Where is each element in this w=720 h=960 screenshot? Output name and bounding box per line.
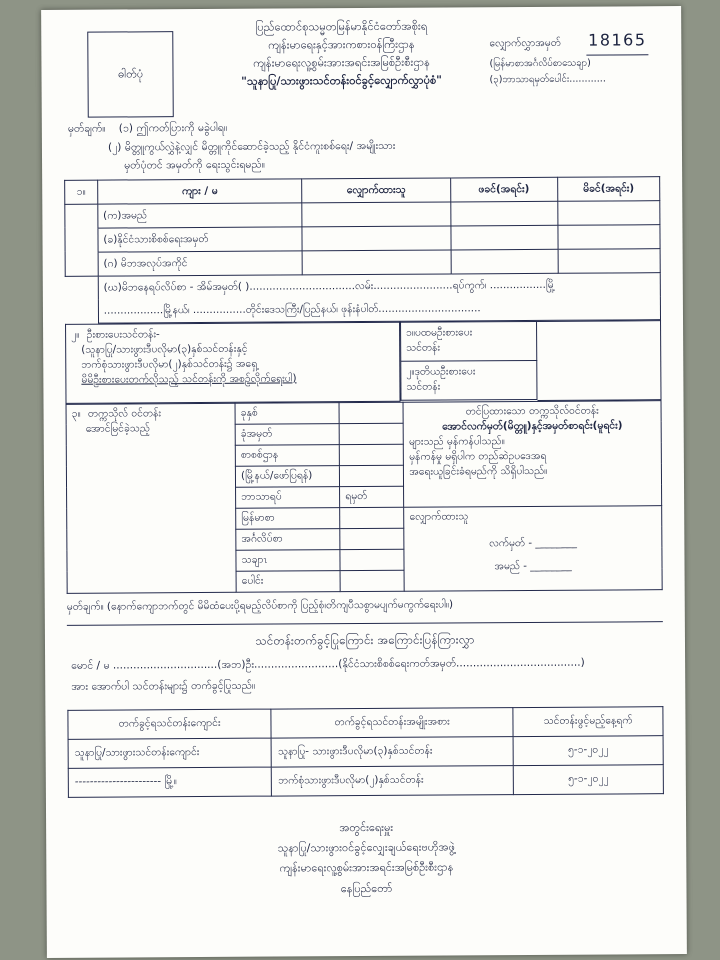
cell-name-father[interactable] <box>450 201 557 226</box>
col-applicant: လျှောက်ထားသူ <box>302 178 450 203</box>
heading-line-3: ကျန်းမာရေးလူ့စွမ်းအားအရင်းအမြစ်ဦးစီးဌာန <box>253 55 430 70</box>
section-divider <box>67 621 663 626</box>
row-label-roll-no: ခုံအမှတ် <box>235 423 339 445</box>
name-line[interactable]: အမည် - ________ <box>494 559 572 572</box>
preference-2-label[interactable] <box>401 361 538 401</box>
note-label: မှတ်ချက်။ <box>67 122 106 135</box>
personal-details-table <box>64 176 661 324</box>
address-line-1[interactable]: (ဃ)မိဘနေရပ်လိပ်စာ - အိမ်အမှတ်( )................................လမ်း........................ရပ်ကွက်၊ .................မြို့ <box>98 272 660 299</box>
note-item-2-line-1: (၂) မိတ္တူကွယ်လွှဲနဲ့လျှင် မိတ္တူကိုင်ဆောင်ခဲ့သည့် နိုင်ငံကူးစစ်ရေး/ အမျိုးသား <box>107 139 396 154</box>
cell-maths-marks[interactable] <box>340 549 404 570</box>
cell-township-value[interactable] <box>340 465 404 486</box>
declaration-line-1: တင်ပြထားသော တက္ကသိုလ်ဝင်တန်း <box>465 404 599 417</box>
row-label-nrc: (ခ)နိုင်ငံသားစိစစ်ရေးအမှတ် <box>98 226 303 251</box>
col-mother: မိခင်(အရင်း) <box>557 176 659 201</box>
cell-nrc-mother[interactable] <box>558 224 660 249</box>
cell-total-marks[interactable] <box>340 570 404 591</box>
spacer-cell <box>65 299 98 323</box>
address-row-2 <box>65 296 660 323</box>
signature-line-1: အတွင်းရေးမှူး <box>339 820 394 834</box>
reply-line-2: အား အောက်ပါ သင်တန်းများ၌ တက်ခွင့်ပြုသည်။ <box>71 679 256 693</box>
declaration-line-2: အောင်လက်မှတ်(မိတ္တူ)နှင့်အမှတ်စာရင်း(မူရင်း) <box>442 419 623 433</box>
col-school: တက်ခွင့်ရသင်တန်းကျောင်း <box>68 709 271 739</box>
cell-name-mother[interactable] <box>558 200 660 225</box>
spacer-cell <box>65 204 98 228</box>
section-3-subtitle: အောင်မြင်ခဲ့သည့် <box>85 421 150 435</box>
reply-section-title: သင်တန်းတက်ခွင့်ပြုကြောင်း အကြောင်းပြန်ကြားလွှာ <box>255 631 475 648</box>
preference-blank-column[interactable] <box>537 320 661 400</box>
table-row <box>65 248 660 276</box>
ministry-heading <box>191 17 491 91</box>
course-preference-table <box>65 320 661 404</box>
cell-occupation-mother[interactable] <box>558 248 660 273</box>
cell-occupation-applicant[interactable] <box>303 250 451 275</box>
cell-english-marks[interactable] <box>340 528 404 549</box>
cell-date-1[interactable]: ၅-၁-၂၀၂၂ <box>513 735 663 765</box>
heading-line-2: ကျန်းမာရေးနှင့်အားကစားဝန်ကြီးဌာန <box>268 37 415 52</box>
table-row <box>65 224 660 252</box>
row-label-myanmar: မြန်မာစာ <box>236 507 340 529</box>
preference-2-row <box>401 361 538 401</box>
declaration-line-5: အရေးယူခြင်းခံရမည်ကို သိရှိပါသည်။ <box>409 464 548 478</box>
row-label-total: ပေါင်း <box>236 570 340 592</box>
app-no-value: 18165 <box>586 26 649 56</box>
table-row <box>66 400 661 425</box>
declaration-block <box>403 400 661 507</box>
spacer-cell <box>65 228 98 252</box>
cell-nrc-father[interactable] <box>450 225 557 250</box>
cell-course-2[interactable]: ဘက်စုံသားဖွားဒီပလိုမာ(၂)နှစ်သင်တန်း <box>272 765 514 795</box>
row-label-township: (မြို့နယ်/ဖော်ပြရန်) <box>235 465 339 487</box>
row-label-subject: ဘာသာရပ် <box>236 486 340 508</box>
top-notes <box>68 116 666 175</box>
signature-line[interactable]: လက်မှတ် - ________ <box>489 536 577 549</box>
table-row <box>65 200 660 228</box>
cell-date-2[interactable]: ၅-၁-၂၀၂၂ <box>513 764 663 794</box>
spacer-cell <box>65 252 98 276</box>
section-3-left-label <box>66 403 236 593</box>
section-3-number: ၃။ <box>71 407 81 420</box>
authority-signature-block <box>46 816 686 901</box>
application-number-block <box>489 26 669 89</box>
cell-nrc-applicant[interactable] <box>302 226 450 251</box>
section-2-number: ၂။ <box>71 328 80 341</box>
table-row <box>66 320 661 403</box>
cell-name-applicant[interactable] <box>302 202 450 227</box>
signature-line-2: သူနာပြု/သားဖွားဝင်ခွင့်လျှေးချယ်ရေးဗဟိုအဖွဲ့ <box>277 840 455 855</box>
applicant-label: လျှောက်ထားသူ <box>409 509 469 523</box>
address-line-2[interactable]: ..................မြို့နယ်၊ ................တိုင်းဒေသကြီး/ပြည်နယ်၊ ဖုန်းနံပါတ်............................... <box>98 296 660 323</box>
cell-course-1[interactable]: သူနာပြု- သားဖွားဒီပလိုမာ(၃)နှစ်သင်တန်း <box>271 736 513 766</box>
admission-header-row <box>68 706 663 739</box>
app-no-row <box>489 26 669 56</box>
signature-line-3: ကျန်းမာရေးလူ့စွမ်းအားအရင်းအမြစ်ဦးစီးဌာန <box>279 860 454 875</box>
scanned-form-paper <box>41 6 687 958</box>
preference-2-sub: သင်တန်း <box>406 380 441 393</box>
section-1-number: ၁။ <box>65 180 98 204</box>
declaration-line-4: မှန်ကန်မှု မရှိပါက တည်ဆဲဥပဒေအရ <box>409 449 547 463</box>
pref-note-2: ဘက်စုံသားဖွားဒီပလိုမာ(၂)နှစ်သင်တန်း၌ အရှေ့ <box>81 357 258 371</box>
bottom-footnote: မှတ်ချက်။ (နောက်ကျောဘက်တွင် မိမိထံပေးပို့ရမည့်လိပ်စာကို ပြည့်စုံ၊တိကျပီသစွာမပျက်မကွက်ရေးပါ။) <box>66 598 454 613</box>
section-3-title: တက္ကသိုလ် ဝင်တန်း <box>87 406 162 420</box>
col-start-date: သင်တန်းဖွင့်မည့်နေ့ရက် <box>513 706 663 736</box>
col-marks: ရမှတ် <box>340 486 404 507</box>
cell-exam-center-value[interactable] <box>339 444 403 465</box>
preference-2-title: ၂။ဒုတိယဦးစားပေး <box>406 365 476 378</box>
admission-table <box>67 706 664 798</box>
note-item-1: (၁) ဤကတ်ပြားကို မခွဲပါရ။ <box>118 121 228 135</box>
app-note-2: (၃)ဘာသာရမှတ်ပေါင်း............ <box>489 73 606 86</box>
declaration-line-3: များသည် မှန်ကန်ပါသည်။ <box>408 434 505 448</box>
row-label-exam-center: စာစစ်ဌာန <box>235 444 339 466</box>
app-note-1: (မြန်မာစာအင်္ဂလိပ်စာသေချာ) <box>489 57 591 70</box>
row-label-name: (က)အမည် <box>98 202 303 227</box>
preference-1-row <box>400 322 537 362</box>
form-header <box>41 6 682 118</box>
cell-occupation-father[interactable] <box>451 249 558 274</box>
row-label-year: ခုနှစ် <box>235 402 339 424</box>
cell-myanmar-marks[interactable] <box>340 507 404 528</box>
preference-instructions <box>66 322 400 403</box>
preference-1-title: ၁။ပထမဦးစားပေး <box>405 326 473 339</box>
preference-1-label[interactable] <box>400 322 537 362</box>
cell-year-value[interactable] <box>339 402 403 423</box>
app-no-label: လျှောက်လွှာအမှတ် <box>489 36 561 50</box>
reply-line-1[interactable]: မောင် / မ ...............................(အဘ)ဦး.........................(နိုင်ငံသားစိစစ်ရေးကတ်အမှတ်.....................................) <box>71 657 585 673</box>
note-item-2-line-2: မှတ်ပုံတင် အမှတ်ကို ရေးသွင်းရမည်။ <box>124 158 265 172</box>
preference-slots <box>399 321 537 401</box>
section-3-title-row <box>72 405 230 421</box>
heading-line-4: "သူနာပြု/သားဖွားသင်တန်းဝင်ခွင့်လျှောက်လွှာပုံစံ" <box>241 73 443 88</box>
applicant-signature-block <box>404 505 662 591</box>
matriculation-table <box>66 400 663 594</box>
row-label-english: အင်္ဂလိပ်စာ <box>236 528 340 550</box>
pref-note-3: မိမိဦးစားပေးတက်လိုသည့် သင်တန်းကို အစဉ်လိုက်ရေးပါ) <box>81 372 297 386</box>
table-row <box>68 764 663 797</box>
spacer-cell <box>65 276 98 300</box>
heading-line-1: ပြည်ထောင်စုသမ္မတမြန်မာနိုင်ငံတော်အစိုးရ <box>255 19 428 34</box>
preference-1-sub: သင်တန်း <box>406 341 441 354</box>
photo-label: ဓါတ်ပုံ <box>117 67 144 81</box>
photo-placeholder-box <box>87 31 174 118</box>
col-course-type: တက်ခွင့်ရသင်တန်းအမျိုးအစား <box>271 707 513 737</box>
row-label-occupation: (ဂ) မိဘအလုပ်အကိုင် <box>98 250 303 275</box>
cell-school-1[interactable]: သူနာပြု/သားဖွားသင်တန်းကျောင်း <box>68 738 271 768</box>
form-sheet <box>41 6 687 958</box>
signature-line-4: နေပြည်တော် <box>340 881 393 895</box>
col-father: ဖခင်(အရင်း) <box>450 177 557 202</box>
cell-roll-no-value[interactable] <box>339 423 403 444</box>
table-header-row <box>65 176 660 204</box>
table-row <box>68 735 663 768</box>
cell-school-2[interactable]: ----------------------- မြို့။ <box>68 767 271 797</box>
pref-note-1: (သူနာပြု/သားဖွားဒီပလိုမာ(၃)နှစ်သင်တန်းနှင့် <box>81 342 248 356</box>
row-label-maths: သချာၤ <box>236 549 340 571</box>
col-gender: ကျား / မ <box>97 178 302 203</box>
section-2-title: ဦးစားပေးသင်တန်း- <box>86 327 160 341</box>
